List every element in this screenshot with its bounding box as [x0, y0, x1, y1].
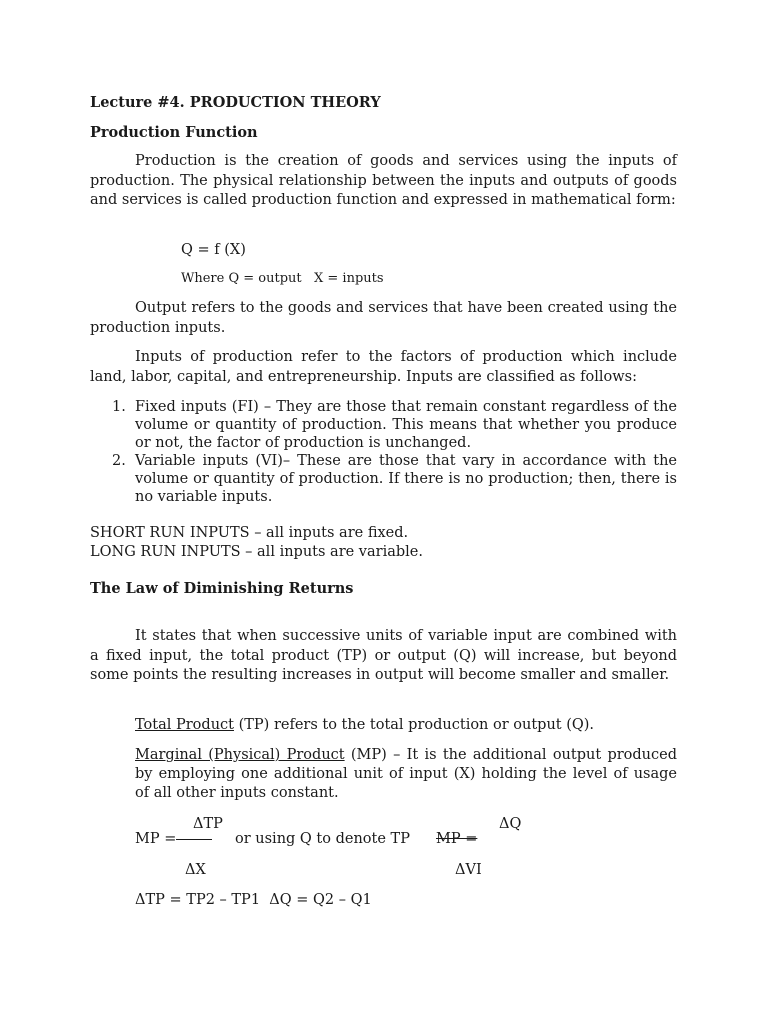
marginal-product-definition: (MP) – It is the additional output produced by employing one additional unit of input (X) holding the level of usage of all other inputs constant.: [135, 747, 677, 801]
list-item-text: Variable inputs (VI)– These are those that vary in accordance with the volume or quantity of production. If there is no production; then, there is no variable inputs.: [135, 453, 677, 505]
formula-connector-text: or using Q to denote TP: [235, 831, 410, 847]
list-item-number: 1.: [112, 399, 126, 415]
paragraph-marginal-product: [135, 746, 677, 803]
mp-numerator-delta-q: ΔQ: [499, 816, 522, 832]
list-item-text: Fixed inputs (FI) – They are those that remain constant regardless of the volume or quantity of production. This means that whether you produce or not, the factor of production is unchanged.: [135, 399, 677, 451]
term-total-product: Total Product: [135, 717, 234, 733]
term-marginal-product: Marginal (Physical) Product: [135, 747, 345, 763]
paragraph-inputs-definition: Inputs of production refer to the factors of production which include land, labor, capital, and entrepreneurship. Inputs are classified as follows:: [90, 349, 677, 385]
total-product-definition: (TP) refers to the total production or output (Q).: [233, 717, 595, 733]
list-item: [90, 398, 677, 452]
short-run-inputs: SHORT RUN INPUTS – all inputs are fixed.: [90, 525, 409, 541]
mp-denominator-delta-vi: ΔVI: [455, 862, 482, 878]
mp-label-alt: MP =: [436, 831, 478, 847]
fraction-bar: [176, 839, 212, 840]
paragraph-total-product: [135, 716, 677, 736]
section-heading-diminishing-returns: The Law of Diminishing Returns: [90, 580, 354, 597]
mp-label: MP =: [135, 831, 177, 847]
lecture-title: Lecture #4. PRODUCTION THEORY: [90, 94, 381, 111]
delta-definitions: ΔTP = TP2 – TP1 ΔQ = Q2 – Q1: [135, 892, 372, 908]
formula-production-function: Q = f (X): [181, 242, 246, 258]
long-run-inputs: LONG RUN INPUTS – all inputs are variable.: [90, 544, 423, 560]
list-item-number: 2.: [112, 453, 126, 469]
paragraph-production-definition: Production is the creation of goods and services using the inputs of production. The physical relationship between the inputs and outputs of goods and services is called production function and expressed in mathematical form:: [90, 153, 677, 208]
paragraph-law-definition: It states that when successive units of variable input are combined with a fixed input, the total product (TP) or output (Q) will increase, but beyond some points the resulting increases in output will become smaller and smaller.: [90, 628, 677, 683]
inputs-classification-list: [90, 398, 677, 506]
mp-denominator-delta-x: ΔX: [185, 862, 206, 878]
formula-legend: Where Q = output X = inputs: [181, 271, 384, 286]
paragraph-output-definition: Output refers to the goods and services that have been created using the production inputs.: [90, 300, 677, 336]
section-heading-production-function: Production Function: [90, 124, 258, 141]
list-item: [90, 452, 677, 506]
mp-numerator-delta-tp: ΔTP: [193, 816, 223, 832]
